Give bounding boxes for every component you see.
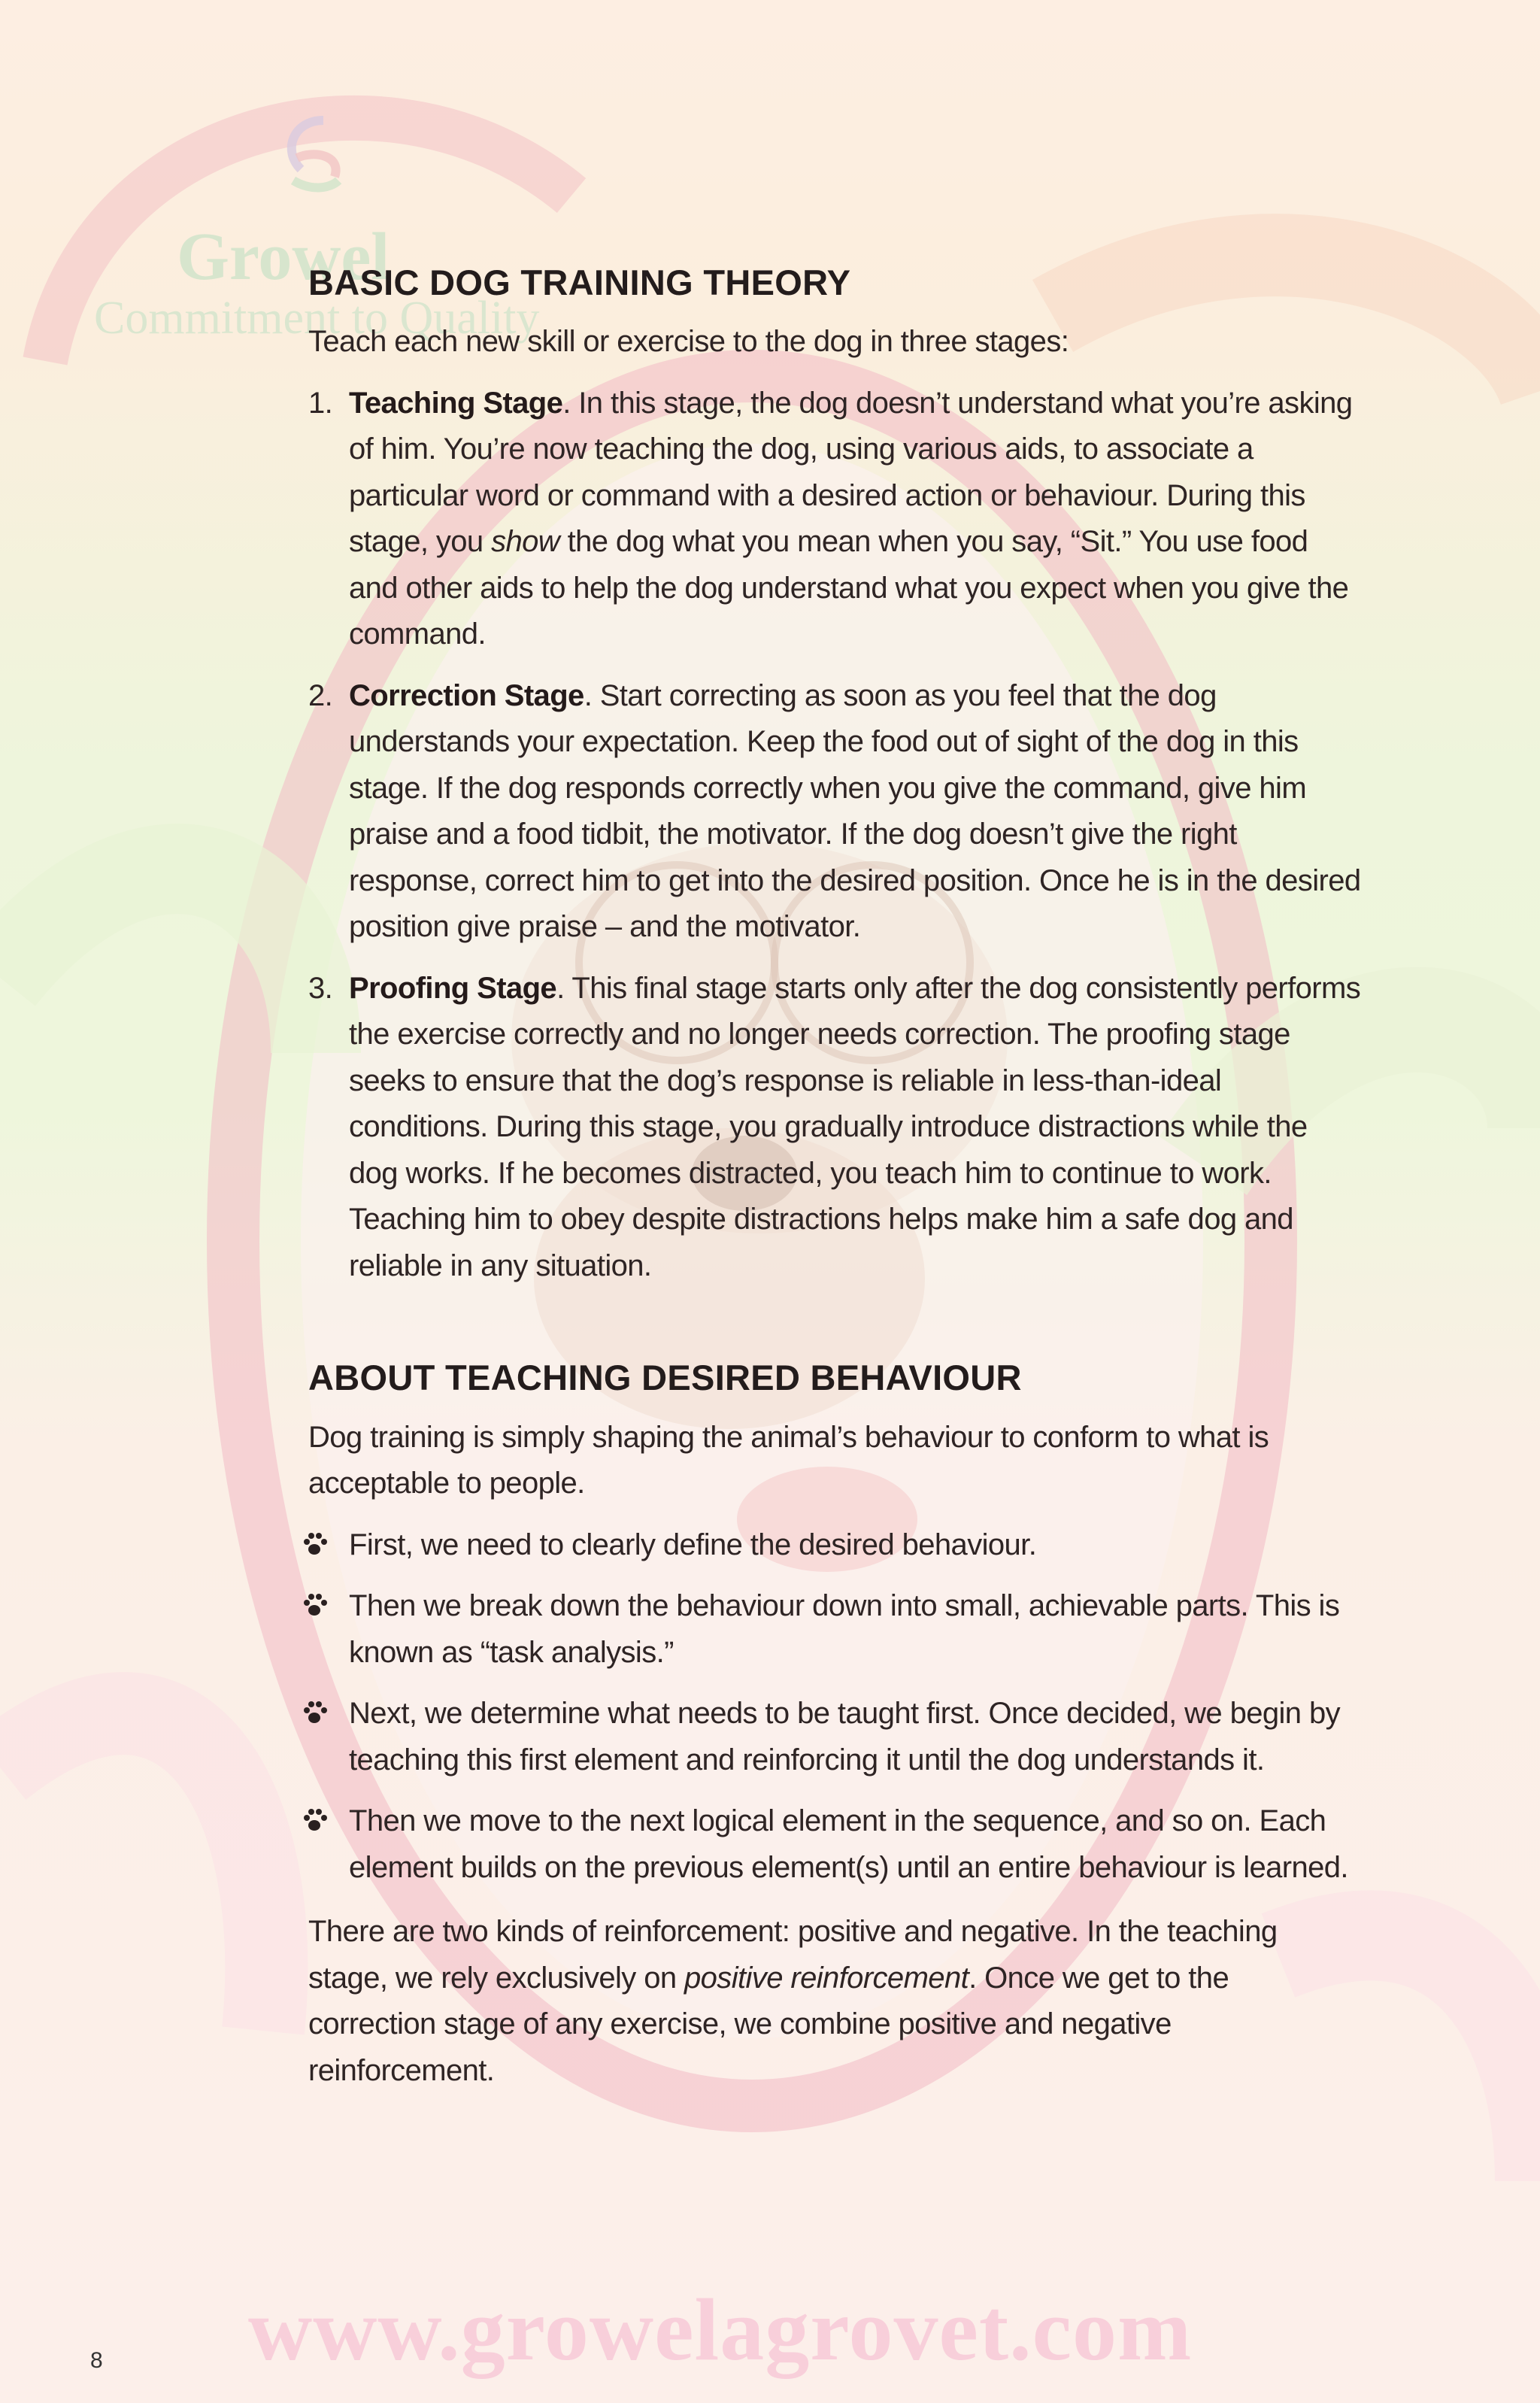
paragraph-text-continued: . Once we get to the correction stage of any exercise, we combine positive and negative reinforcement. xyxy=(308,1961,1229,2087)
paragraph-emphasis: positive reinforcement xyxy=(684,1961,969,1995)
bullet-text: First, we need to clearly define the desired behaviour. xyxy=(349,1528,1037,1561)
brand-tagline-watermark: Commitment to Quality xyxy=(94,293,540,344)
stage-text: . This final stage starts only after the dog consistently performs the exercise correctly and no longer needs correction. The proofing stage seeks to ensure that the dog’s response is reliable in less-than-ideal conditions. During this stage, you gradually introduce distractions while the dog works. If he becomes distracted, you teach him to continue to work. Teaching him to obey despite distractions helps make him a safe dog and reliable in any situation. xyxy=(349,971,1361,1282)
article-content xyxy=(308,262,1361,2094)
paragraph-text: There are two kinds of reinforcement: positive and negative. In the teaching stage, we rely exclusively on xyxy=(308,1915,1278,1995)
section-title-desired-behaviour: ABOUT TEACHING DESIRED BEHAVIOUR xyxy=(308,1358,1022,1398)
paw-print-icon xyxy=(301,1698,331,1728)
section-intro: Teach each new skill or exercise to the dog in three stages: xyxy=(308,325,1069,359)
list-item xyxy=(308,1798,1361,1891)
bullet-text: Then we break down the behaviour down into small, achievable parts. This is known as “task analysis.” xyxy=(349,1589,1340,1669)
page-number: 8 xyxy=(90,2348,103,2373)
list-item xyxy=(308,1583,1361,1676)
section-intro: Dog training is simply shaping the animal’s behaviour to conform to what is acceptable to people. xyxy=(308,1420,1269,1500)
stage-name: Correction Stage xyxy=(349,678,584,712)
brand-watermark: Growel xyxy=(177,220,390,294)
paw-print-icon xyxy=(301,1806,331,1836)
paw-print-icon xyxy=(301,1530,331,1560)
paw-print-icon xyxy=(301,1591,331,1621)
list-item xyxy=(308,1522,1361,1569)
stage-text: . Start correcting as soon as you feel that the dog understands your expectation. Keep the food out of sight of the dog in this stage. If the dog responds correctly when you give the command, give him praise and a food tidbit, the motivator. If the dog doesn’t give the right response, correct him to get into the desired position. Once he is in the desired position give praise – and the motivator. xyxy=(349,678,1361,944)
bullet-text: Next, we determine what needs to be taught first. Once decided, we begin by teaching this first element and reinforcing it until the dog understands it. xyxy=(349,1697,1341,1776)
list-number: 2. xyxy=(308,678,333,712)
stage-text-continued: the dog what you mean when you say, “Sit.” You use food and other aids to help the dog understand what you expect when you give the command. xyxy=(349,525,1349,651)
stage-name: Teaching Stage xyxy=(349,386,563,420)
list-item-proofing-stage xyxy=(308,966,1361,1290)
stage-name: Proofing Stage xyxy=(349,971,557,1005)
steps-bullet-list xyxy=(308,1522,1361,1892)
list-item-teaching-stage xyxy=(308,381,1361,658)
list-item xyxy=(308,1691,1361,1783)
section-title-basic-theory: BASIC DOG TRAINING THEORY xyxy=(308,262,851,302)
stage-text: . In this stage, the dog doesn’t understand what you’re asking of him. You’re now teaching the dog, using various aids, to associate a particular word or command with a desired action or behaviour. During this stage, you xyxy=(349,386,1353,559)
stages-list xyxy=(308,381,1361,1290)
list-number: 3. xyxy=(308,971,333,1005)
list-item-correction-stage xyxy=(308,673,1361,951)
reinforcement-paragraph xyxy=(308,1909,1361,2094)
list-number: 1. xyxy=(308,386,333,420)
website-watermark: www.growelagrovet.com xyxy=(248,2280,1193,2379)
bullet-text: Then we move to the next logical element in the sequence, and so on. Each element builds on the previous element(s) until an entire behaviour is learned. xyxy=(349,1804,1348,1884)
stage-emphasis: show xyxy=(491,525,560,559)
